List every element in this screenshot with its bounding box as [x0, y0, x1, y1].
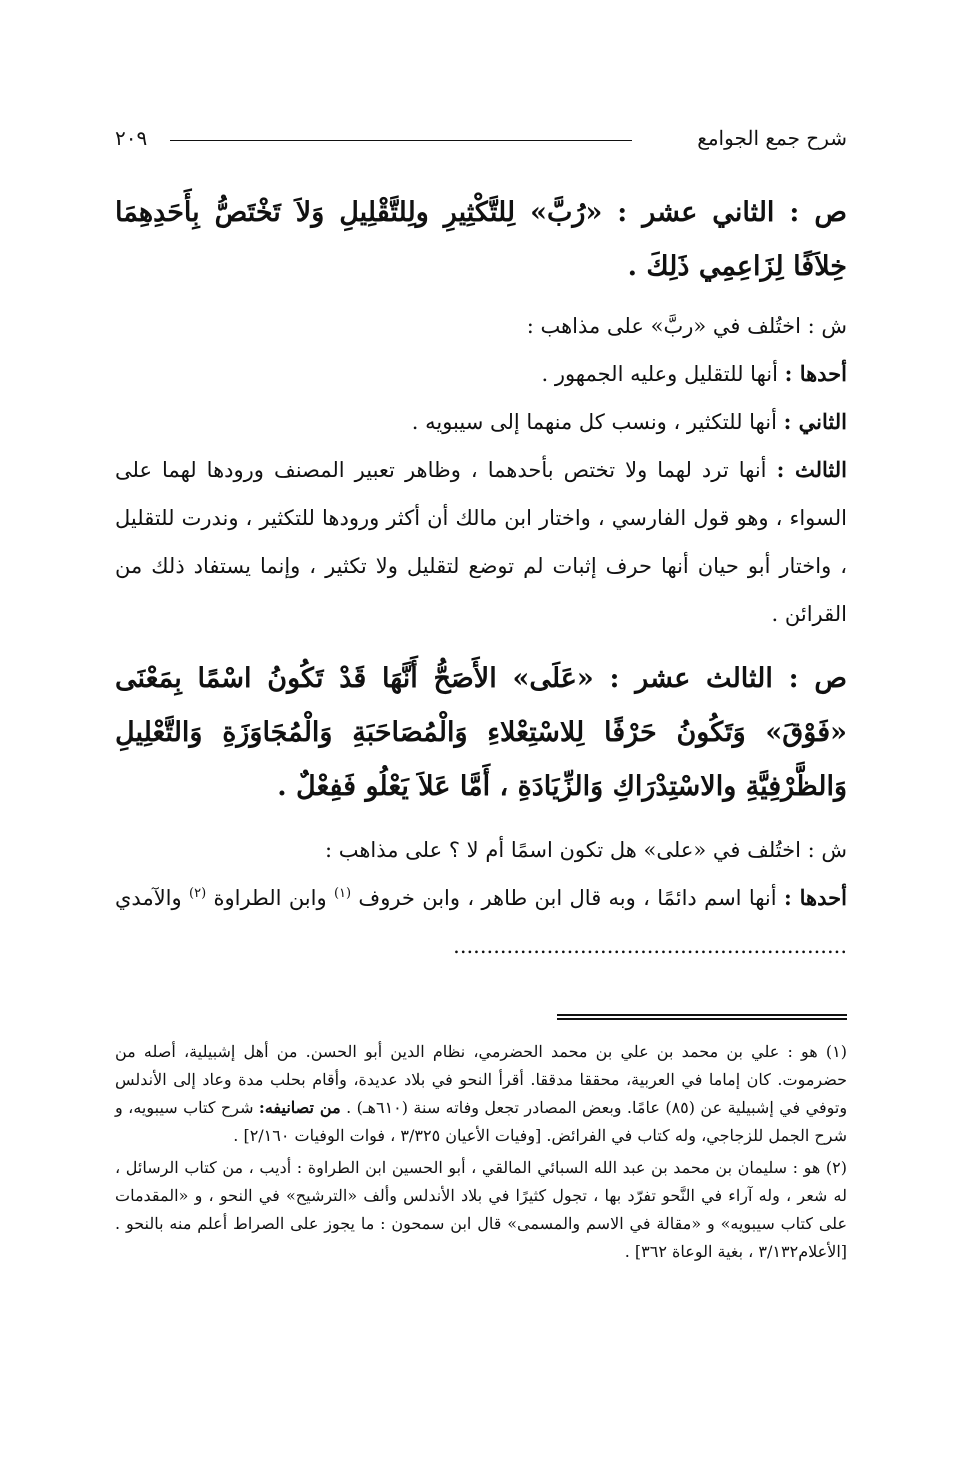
opinion-first-thirteen	[115, 874, 847, 970]
book-title: شرح جمع الجوامع	[697, 126, 847, 150]
section-thirteen	[115, 652, 847, 970]
opinion-third	[115, 446, 847, 638]
matn-twelve: ص : الثاني عشر : «رُبَّ» لِلتَّكْثِيرِ ولِلتَّقْلِيلِ وَلاَ تَخْتَصُّ بِأَحَدِهِمَا خِلاَفًا لِزَاعِمِي ذَلِكَ .	[115, 197, 847, 282]
opinion-text: والآمدي	[115, 886, 182, 910]
section-twelve	[115, 186, 847, 638]
opinion-text: أنها ترد لهما ولا تختص بأحدهما ، وظاهر تعبير المصنف ورودها لهما على السواء ، وهو قول الفارسي ، واختار ابن مالك أن أكثر ورودها للتكثير ، وندرت للتقليل ، واختار أبو حيان أنها حرف إثبات لم توضع لتقليل ولا تكثير ، وإنما يستفاد ذلك من القرائن .	[115, 458, 847, 626]
opinion-label: الثاني :	[783, 409, 847, 434]
opinion-label: أحدها :	[783, 885, 847, 910]
opinion-label: أحدها :	[784, 361, 847, 386]
footnote-bold-label: من تصانيفه:	[258, 1098, 341, 1117]
footnote-ref-2[interactable]: (٢)	[189, 886, 207, 901]
opinion-text: أنها للتكثير ، ونسب كل منهما إلى سيبويه .	[411, 410, 777, 434]
running-header	[115, 120, 847, 160]
footnotes	[115, 1038, 847, 1270]
opinion-second	[115, 398, 847, 446]
footnote-ref-1[interactable]: (١)	[333, 886, 352, 901]
sharh-intro-thirteen	[115, 826, 847, 874]
continuation-dots: ...........................................................	[453, 934, 847, 958]
opinion-text: أنها اسم دائمًا ، وبه قال ابن طاهر ، وابن خروف	[358, 886, 777, 910]
sharh-intro-text: ش : اختُلف في «على» هل تكون اسمًا أم لا ؟ على مذاهب :	[324, 838, 847, 862]
sharh-intro-text: ش : اختُلف في «ربَّ» على مذاهب :	[526, 314, 847, 338]
footnote-1	[115, 1038, 847, 1150]
footnote-text: (٢) هو : سليمان بن محمد بن عبد الله السبائي المالقي ، أبو الحسين ابن الطراوة : أديب ، من كتاب الرسائل ، له شعر ، وله آراء في النَّحو تفرّد بها ، تجول كثيرًا في بلاد الأندلس وألف «الترشيح» في النحو ، و «المقدمات على كتاب سيبويه» و «مقالة في الاسم والمسمى» قال ابن سمحون : ما يجوز على الصراط أعلم منه بالنحو . [الأعلام٣/١٣٢ ، بغية الوعاة ٣٦٢] .	[115, 1158, 847, 1261]
opinion-label: الثالث :	[776, 457, 847, 482]
header-rule	[170, 140, 632, 141]
opinion-text: وابن الطراوة	[213, 886, 327, 910]
footnote-text: شرح كتاب سيبويه، و شرح الجمل للزجاجي، وله كتاب في الفرائض. [وفيات الأعيان ٣/٣٢٥ ، فوات الوفيات ٢/١٦٠] .	[115, 1098, 847, 1145]
matn-thirteen: ص : الثالث عشر : «عَلَى» الأَصَحُّ أَنَّهَا قَدْ تَكُونُ اسْمًا بِمَعْنَى «فَوْقَ» وَتَكُونُ حَرْفًا لِلاسْتِعْلاءِ وَالْمُصَاحَبَةِ وَالْمُجَاوَزَةِ وَالتَّعْلِيلِ وَالظَّرْفِيَّةِ والاسْتِدْرَاكِ وَالزِّيَادَةِ ، أَمَّا عَلاَ يَعْلُو فَفِعْلٌ .	[115, 663, 847, 802]
footnote-text: (١) هو : علي بن محمد بن علي بن محمد الحضرمي، نظام الدين أبو الحسن. من أهل إشبيلية، أصله من حضرموت. كان إماما في العربية، محققا مدققا. أقرأ النحو في بلاد عديدة، وأقام بحلب مدة وعاد إلى الأندلس وتوفي في إشبيلية عن (٨٥) عامًا. وبعض المصادر تجعل وفاته سنة (٦١٠هـ) .	[115, 1042, 848, 1117]
footnote-separator	[557, 1014, 847, 1020]
opinion-text: أنها للتقليل وعليه الجمهور .	[541, 362, 778, 386]
page-number: ٢٠٩	[115, 126, 148, 150]
opinion-first	[115, 350, 847, 398]
footnote-2	[115, 1154, 847, 1266]
sharh-intro-twelve	[115, 302, 847, 350]
